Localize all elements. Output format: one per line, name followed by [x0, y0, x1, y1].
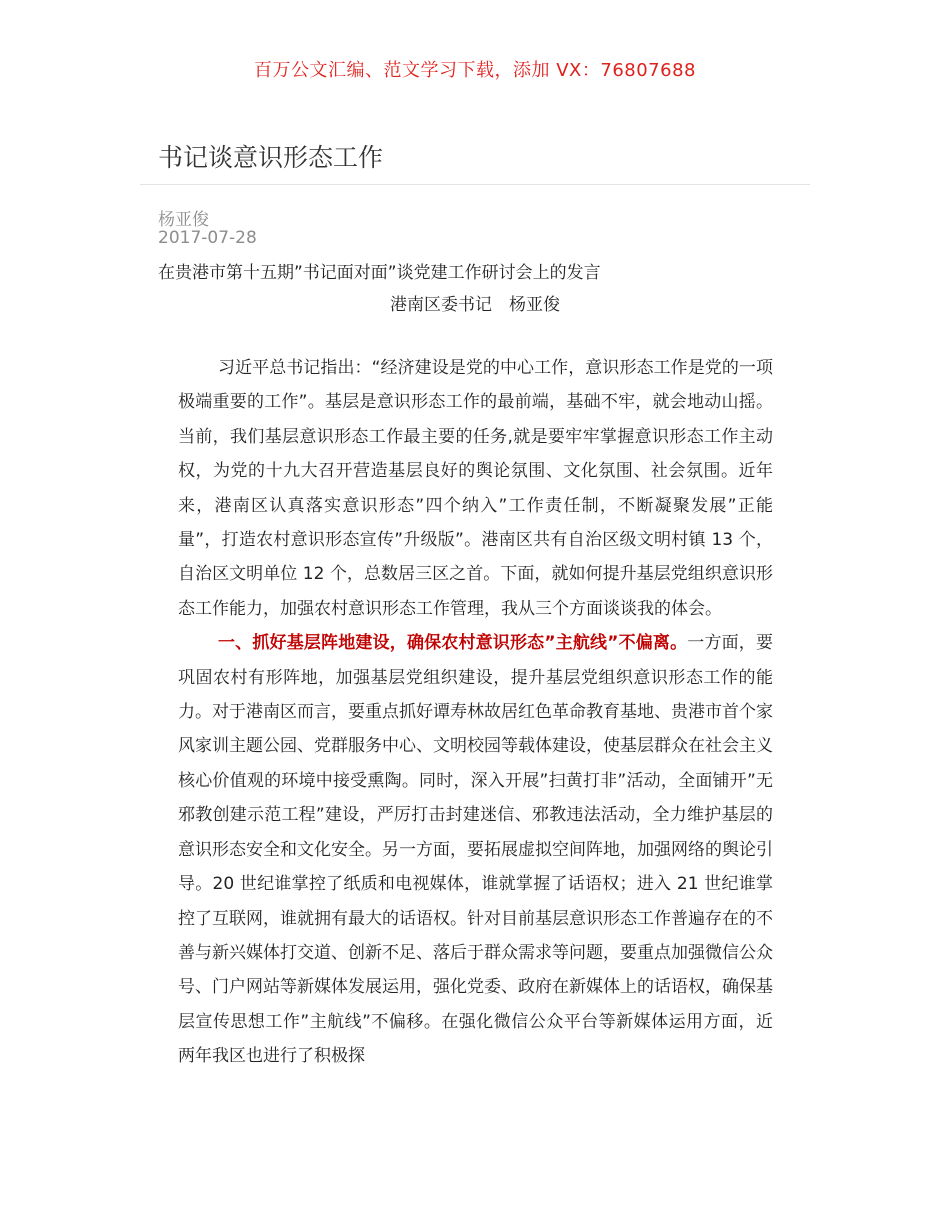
title-divider	[140, 184, 810, 185]
body-paragraph-intro: 习近平总书记指出：“经济建设是党的中心工作，意识形态工作是党的一项极端重要的工作”。基层是意识形态工作的最前端，基础不牢，就会地动山摇。当前，我们基层意识形态工作最主要的任务,就是要牢牢掌握意识形态工作主动权，为党的十九大召开营造基层良好的舆论氛围、文化氛围、社会氛围。近年来，港南区认真落实意识形态”四个纳入”工作责任制，不断凝聚发展”正能量”，打造农村意识形态宣传”升级版”。港南区共有自治区级文明村镇 13 个，自治区文明单位 12 个，总数居三区之首。下面，就如何提升基层党组织意识形态工作能力，加强农村意识形态工作管理，我从三个方面谈谈我的体会。	[178, 358, 774, 619]
article-byline: 港南区委书记 杨亚俊	[390, 295, 560, 315]
section-1-heading: 一、抓好基层阵地建设，确保农村意识形态”主航线”不偏离。	[218, 633, 688, 654]
promo-banner: 百万公文汇编、范文学习下载，添加 VX：76807688	[254, 60, 696, 81]
article-date: 2017-07-28	[158, 228, 257, 248]
body-paragraph-section-1	[178, 626, 773, 1073]
article-title: 书记谈意识形态工作	[158, 143, 384, 172]
section-1-text: 一方面，要巩固农村有形阵地，加强基层党组织建设，提升基层党组织意识形态工作的能力。对于港南区而言，要重点抓好谭寿林故居红色革命教育基地、贵港市首个家风家训主题公园、党群服务中心、文明校园等载体建设，使基层群众在社会主义核心价值观的环境中接受熏陶。同时，深入开展”扫黄打非”活动，全面铺开”无邪教创建示范工程”建设，严厉打击封建迷信、邪教违法活动，全力维护基层的意识形态安全和文化安全。另一方面，要拓展虚拟空间阵地，加强网络的舆论引导。20 世纪谁掌控了纸质和电视媒体，谁就掌握了话语权；进入 21 世纪谁掌控了互联网，谁就拥有最大的话语权。针对目前基层意识形态工作普遍存在的不善与新兴媒体打交道、创新不足、落后于群众需求等问题，要重点加强微信公众号、门户网站等新媒体发展运用，强化党委、政府在新媒体上的话语权，确保基层宣传思想工作”主航线”不偏移。在强化微信公众平台等新媒体运用方面，近两年我区也进行了积极探	[178, 633, 773, 1067]
article-subtitle: 在贵港市第十五期”书记面对面”谈党建工作研讨会上的发言	[158, 263, 601, 283]
article-author: 杨亚俊	[158, 210, 209, 230]
article-body	[178, 351, 773, 1074]
